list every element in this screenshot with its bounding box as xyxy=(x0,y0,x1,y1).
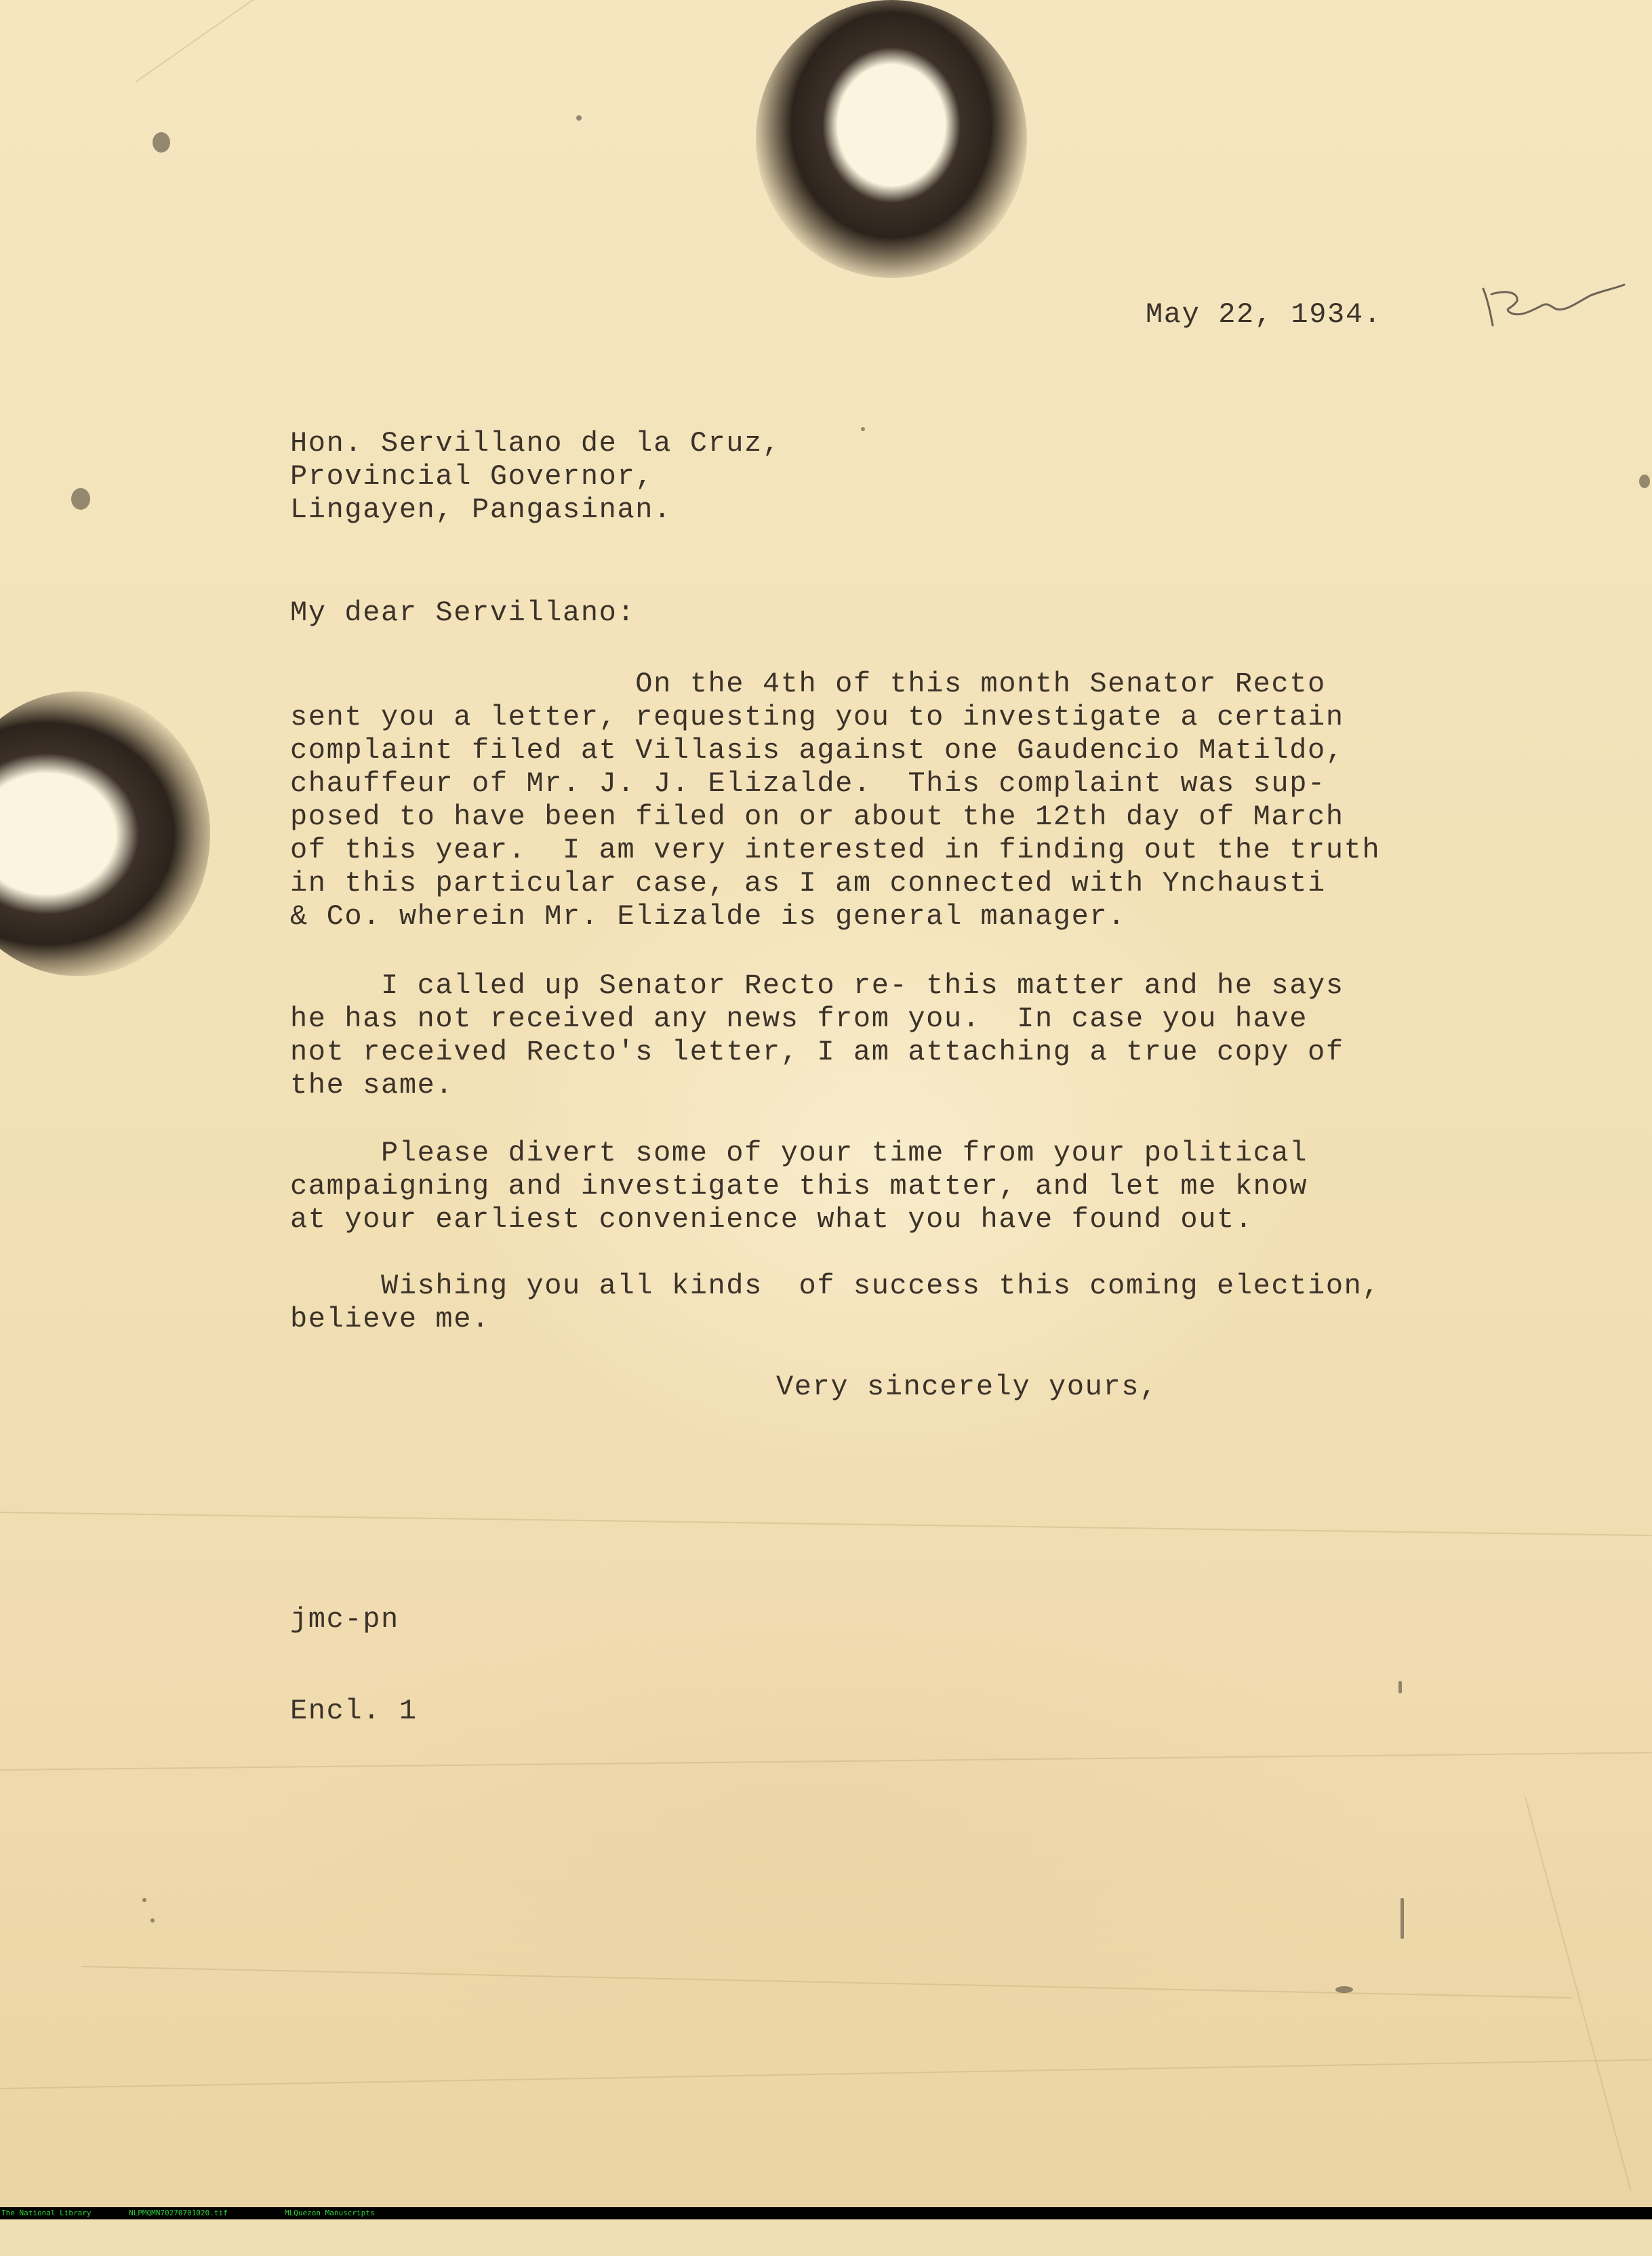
ink-speck xyxy=(1398,1681,1402,1693)
burn-hole-left xyxy=(0,691,210,976)
archive-footer-bar xyxy=(0,2207,1652,2219)
paper-crease xyxy=(0,1512,1652,1536)
paragraph-line: not received Recto's letter, I am attaching a true copy of xyxy=(290,1036,1344,1068)
footer-file-name: NLPMQMN70270701020.tif xyxy=(129,2209,228,2217)
letter-date: May 22, 1934. xyxy=(1146,298,1382,331)
paragraph-line: in this particular case, as I am connected with Ynchausti xyxy=(290,867,1326,900)
paragraph-line: of this year. I am very interested in finding out the truth xyxy=(290,834,1381,866)
typist-initials: jmc-pn xyxy=(290,1603,399,1636)
body-paragraph-3 xyxy=(290,1137,1308,1236)
ink-speck xyxy=(576,115,582,121)
recipient-title: Provincial Governor, xyxy=(290,460,654,493)
enclosure-note: Encl. 1 xyxy=(290,1695,418,1727)
body-paragraph-1 xyxy=(290,668,1380,933)
paragraph-line: he has not received any news from you. In case you have xyxy=(290,1003,1308,1035)
paragraph-line: I called up Senator Recto re- this matter and he says xyxy=(290,969,1344,1002)
body-paragraph-2 xyxy=(290,969,1344,1102)
recipient-name: Hon. Servillano de la Cruz, xyxy=(290,427,781,460)
paragraph-line: chauffeur of Mr. J. J. Elizalde. This complaint was sup- xyxy=(290,767,1326,800)
paragraph-line: at your earliest convenience what you have found out. xyxy=(290,1203,1253,1236)
paragraph-line: On the 4th of this month Senator Recto xyxy=(290,668,1326,700)
paragraph-line: believe me. xyxy=(290,1303,490,1335)
paragraph-line: & Co. wherein Mr. Elizalde is general manager. xyxy=(290,900,1126,933)
paper-crease xyxy=(1525,1797,1631,2190)
ink-speck xyxy=(150,1918,155,1922)
ink-speck xyxy=(1401,1898,1404,1939)
paper-crease xyxy=(81,1966,1573,1998)
ink-speck xyxy=(71,488,90,510)
paragraph-line: complaint filed at Villasis against one Gaudencio Matildo, xyxy=(290,734,1344,767)
body-paragraph-4 xyxy=(290,1270,1380,1336)
handwritten-mark xyxy=(1478,278,1627,332)
burn-hole-top xyxy=(756,0,1027,278)
paragraph-line: campaigning and investigate this matter, and let me know xyxy=(290,1170,1308,1203)
ink-speck xyxy=(1335,1986,1353,1993)
footer-collection-name: MLQuezon Manuscripts xyxy=(285,2209,375,2217)
ink-speck xyxy=(153,132,170,153)
paper-crease xyxy=(0,2059,1652,2089)
paragraph-line: Please divert some of your time from your political xyxy=(290,1137,1308,1169)
paragraph-line: the same. xyxy=(290,1069,454,1102)
ink-speck xyxy=(142,1898,146,1902)
recipient-location: Lingayen, Pangasinan. xyxy=(290,494,672,526)
ink-speck xyxy=(1639,475,1650,488)
paper-crease xyxy=(0,1752,1652,1771)
footer-library-name: The National Library xyxy=(1,2209,92,2217)
complimentary-close: Very sincerely yours, xyxy=(776,1371,1158,1403)
paragraph-line: Wishing you all kinds of success this coming election, xyxy=(290,1270,1381,1302)
paragraph-line: sent you a letter, requesting you to investigate a certain xyxy=(290,701,1344,733)
paper-crease xyxy=(135,0,414,83)
salutation: My dear Servillano: xyxy=(290,597,636,629)
ink-speck xyxy=(861,427,865,431)
recipient-address xyxy=(290,427,781,527)
paragraph-line: posed to have been filed on or about the 12th day of March xyxy=(290,801,1344,833)
